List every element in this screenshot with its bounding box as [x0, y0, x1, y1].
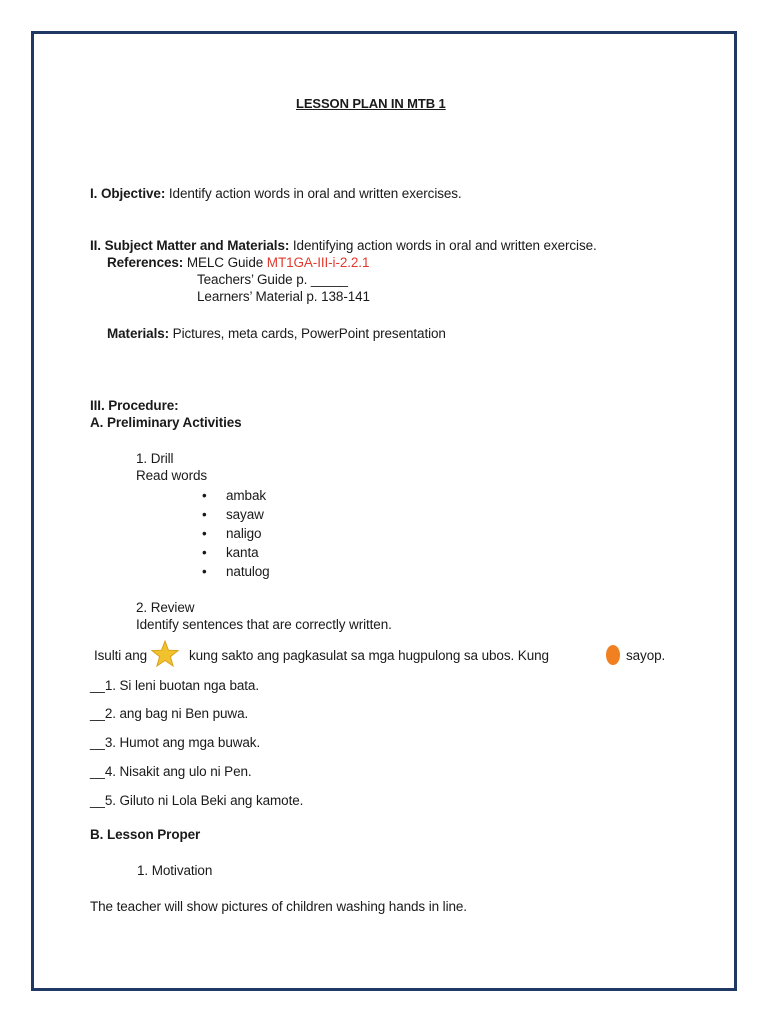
review-sentence: __2. ang bag ni Ben puwa.: [90, 706, 249, 721]
references-label: References:: [107, 255, 184, 270]
drill-word: • naligo: [226, 525, 261, 542]
review-instruction: Identify sentences that are correctly written.: [136, 617, 392, 632]
preliminary-activities-heading: A. Preliminary Activities: [90, 415, 242, 430]
melc-code: MT1GA-III-i-2.2.1: [266, 255, 370, 270]
subject-matter-label: II. Subject Matter and Materials:: [90, 238, 290, 253]
motivation-label: 1. Motivation: [137, 863, 213, 878]
objective-line: [90, 185, 462, 202]
review-sentence: __4. Nisakit ang ulo ni Pen.: [90, 764, 252, 779]
objective-text: Identify action words in oral and written exercises.: [165, 186, 462, 201]
review-directions-part1: Isulti ang: [94, 648, 148, 663]
page-title: LESSON PLAN IN MTB 1: [296, 96, 446, 111]
drill-label: 1. Drill: [136, 451, 174, 466]
teachers-guide-line: Teachers’ Guide p. _____: [197, 272, 348, 287]
melc-guide-text: MELC Guide: [183, 255, 267, 270]
learners-material-line: Learners’ Material p. 138-141: [197, 289, 370, 304]
materials-text: Pictures, meta cards, PowerPoint presentation: [169, 326, 446, 341]
references-line: [107, 254, 369, 271]
review-directions-part2: kung sakto ang pagkasulat sa mga hugpulong sa ubos. Kung: [189, 648, 549, 663]
review-sentence: __5. Giluto ni Lola Beki ang kamote.: [90, 793, 304, 808]
subject-matter-line: [90, 237, 597, 254]
review-label: 2. Review: [136, 600, 195, 615]
objective-label: I. Objective:: [90, 186, 166, 201]
motivation-text: The teacher will show pictures of children washing hands in line.: [90, 899, 467, 914]
review-sentence: __3. Humot ang mga buwak.: [90, 735, 261, 750]
materials-line: [107, 325, 446, 342]
drill-word: • ambak: [226, 487, 266, 504]
materials-label: Materials:: [107, 326, 170, 341]
drill-word: • natulog: [226, 563, 270, 580]
drill-word: • kanta: [226, 544, 259, 561]
subject-matter-text: Identifying action words in oral and written exercise.: [289, 238, 597, 253]
review-sentence: __1. Si leni buotan nga bata.: [90, 678, 259, 693]
star-icon: [151, 640, 179, 667]
lesson-proper-heading: B. Lesson Proper: [90, 827, 201, 842]
orange-circle-icon: [606, 645, 620, 665]
drill-instruction: Read words: [136, 468, 208, 483]
drill-word: • sayaw: [226, 506, 264, 523]
page-border: [31, 31, 737, 991]
review-directions-part3: sayop.: [626, 648, 666, 663]
procedure-heading: III. Procedure:: [90, 398, 179, 413]
